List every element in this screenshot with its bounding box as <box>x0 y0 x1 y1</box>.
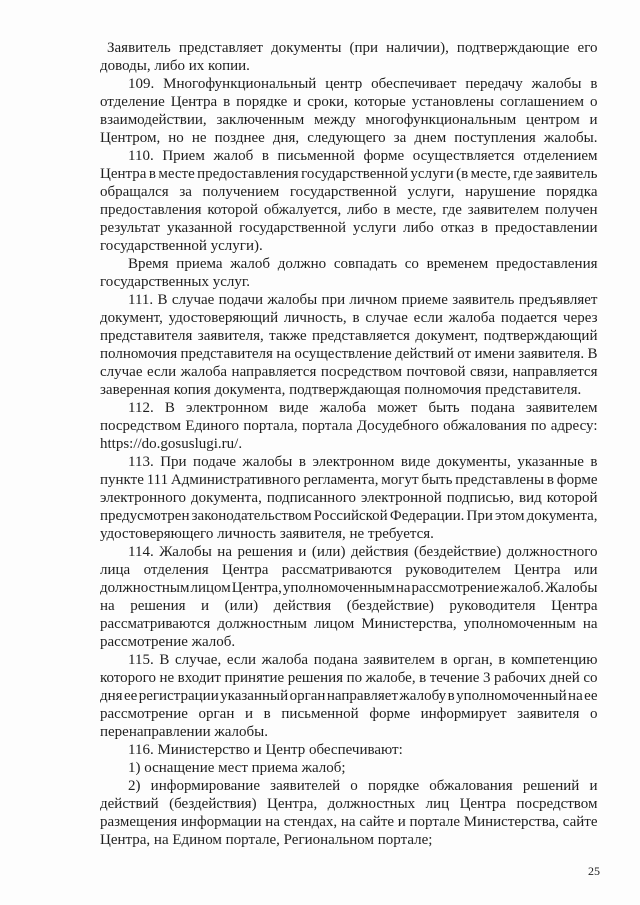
text-line: 113. При подаче жалобы в электронном виде документы, указанные в <box>128 454 598 470</box>
paragraph-109 <box>100 75 598 147</box>
paragraph-115 <box>100 651 598 741</box>
text-line: Центра в месте предоставления государственной услуги (в месте, где заявитель <box>100 166 598 182</box>
text-line: результат указанной государственной услуги либо отказ в предоставлении <box>100 220 598 236</box>
paragraph-112 <box>100 399 598 453</box>
text-line: предоставления которой обжалуется, либо в месте, где заявителем получен <box>100 202 598 218</box>
text-line: удостоверяющего личность заявителя, не требуется. <box>100 526 434 542</box>
text-line: 115. В случае, если жалоба подана заявителем в орган, в компетенцию <box>128 652 598 668</box>
paragraph-continuation <box>100 39 598 75</box>
text-line: доводы, либо их копии. <box>100 58 250 74</box>
text-line: обращался за получением государственной услуги, нарушение порядка <box>100 184 598 200</box>
text-line: 112. В электронном виде жалоба может быть подана заявителем <box>128 400 598 416</box>
text-line: полномочия представителя на осуществление действий от имени заявителя. В <box>100 346 598 362</box>
text-line: 2) информирование заявителей о порядке обжалования решений и <box>128 778 598 794</box>
paragraph-110 <box>100 147 598 255</box>
text-line: перенаправлении жалобы. <box>100 724 268 740</box>
text-line: дня ее регистрации указанный орган направляет жалобу в уполномоченный на ее <box>100 688 598 704</box>
text-line: случае если жалоба направляется посредством почтовой связи, направляется <box>100 364 598 380</box>
body-text <box>100 39 598 849</box>
text-line: Время приема жалоб должно совпадать со временем предоставления <box>128 256 598 272</box>
text-line: рассматриваются должностным лицом Министерства, уполномоченным на <box>100 616 598 632</box>
text-line: должностным лицом Центра, уполномоченным на рассмотрение жалоб. Жалобы <box>100 580 598 596</box>
text-line: отделение Центра в порядке и сроки, которые установлены соглашением о <box>100 94 598 110</box>
text-line: пункте 111 Административного регламента, могут быть представлены в форме <box>100 472 598 488</box>
list-item-2 <box>100 777 598 849</box>
text-line: которого не входит принятие решения по жалобе, в течение 3 рабочих дней со <box>100 670 598 686</box>
text-line: посредством Единого портала, портала Досудебного обжалования по адресу: <box>100 418 598 434</box>
text-line: электронного документа, подписанного электронной подписью, вид которой <box>100 490 598 506</box>
text-line: рассмотрение орган и в письменной форме информирует заявителя о <box>100 706 598 722</box>
paragraph-113 <box>100 453 598 543</box>
text-line: 110. Прием жалоб в письменной форме осуществляется отделением <box>128 148 598 164</box>
text-line: документ, удостоверяющий личность, в случае если жалоба подается через <box>100 310 598 326</box>
text-line: 109. Многофункциональный центр обеспечивает передачу жалобы в <box>128 76 598 92</box>
text-line: Заявитель представляет документы (при наличии), подтверждающие его <box>107 40 598 56</box>
paragraph-114 <box>100 543 598 651</box>
text-line: взаимодействии, заключенным между многофункциональным центром и <box>100 112 598 128</box>
text-line: государственных услуг. <box>100 274 251 290</box>
text-line: Центра, на Едином портале, Региональном портале; <box>100 832 433 848</box>
text-line: 116. Министерство и Центр обеспечивают: <box>128 742 403 758</box>
text-line: государственной услуги). <box>100 238 263 254</box>
text-line: 111. В случае подачи жалобы при личном приеме заявитель предъявляет <box>128 292 598 308</box>
text-line: рассмотрение жалоб. <box>100 634 236 650</box>
text-line: размещения информации на стендах, на сайте и портале Министерства, сайте <box>100 814 598 830</box>
paragraph-111 <box>100 291 598 399</box>
paragraph-reception-time <box>100 255 598 291</box>
text-line: на решения и (или) действия (бездействие) руководителя Центра <box>100 598 598 614</box>
url-text: https://do.gosuslugi.ru/. <box>100 436 243 452</box>
text-line: действий (бездействия) Центра, должностных лиц Центра посредством <box>100 796 598 812</box>
page-number: 25 <box>588 864 600 878</box>
text-line: лица отделения Центра рассматриваются руководителем Центра или <box>100 562 598 578</box>
list-item-1 <box>100 759 598 777</box>
text-line: Центром, но не позднее дня, следующего за днем поступления жалобы. <box>100 130 598 146</box>
text-line: 1) оснащение мест приема жалоб; <box>128 760 346 776</box>
text-line: заверенная копия документа, подтверждающая полномочия представителя. <box>100 382 582 398</box>
text-line: предусмотрен законодательством Российской Федерации. При этом документа, <box>100 508 598 524</box>
text-line: представителя заявителя, также представляется документ, подтверждающий <box>100 328 598 344</box>
paragraph-116 <box>100 741 598 759</box>
text-line: 114. Жалобы на решения и (или) действия (бездействие) должностного <box>128 544 598 560</box>
